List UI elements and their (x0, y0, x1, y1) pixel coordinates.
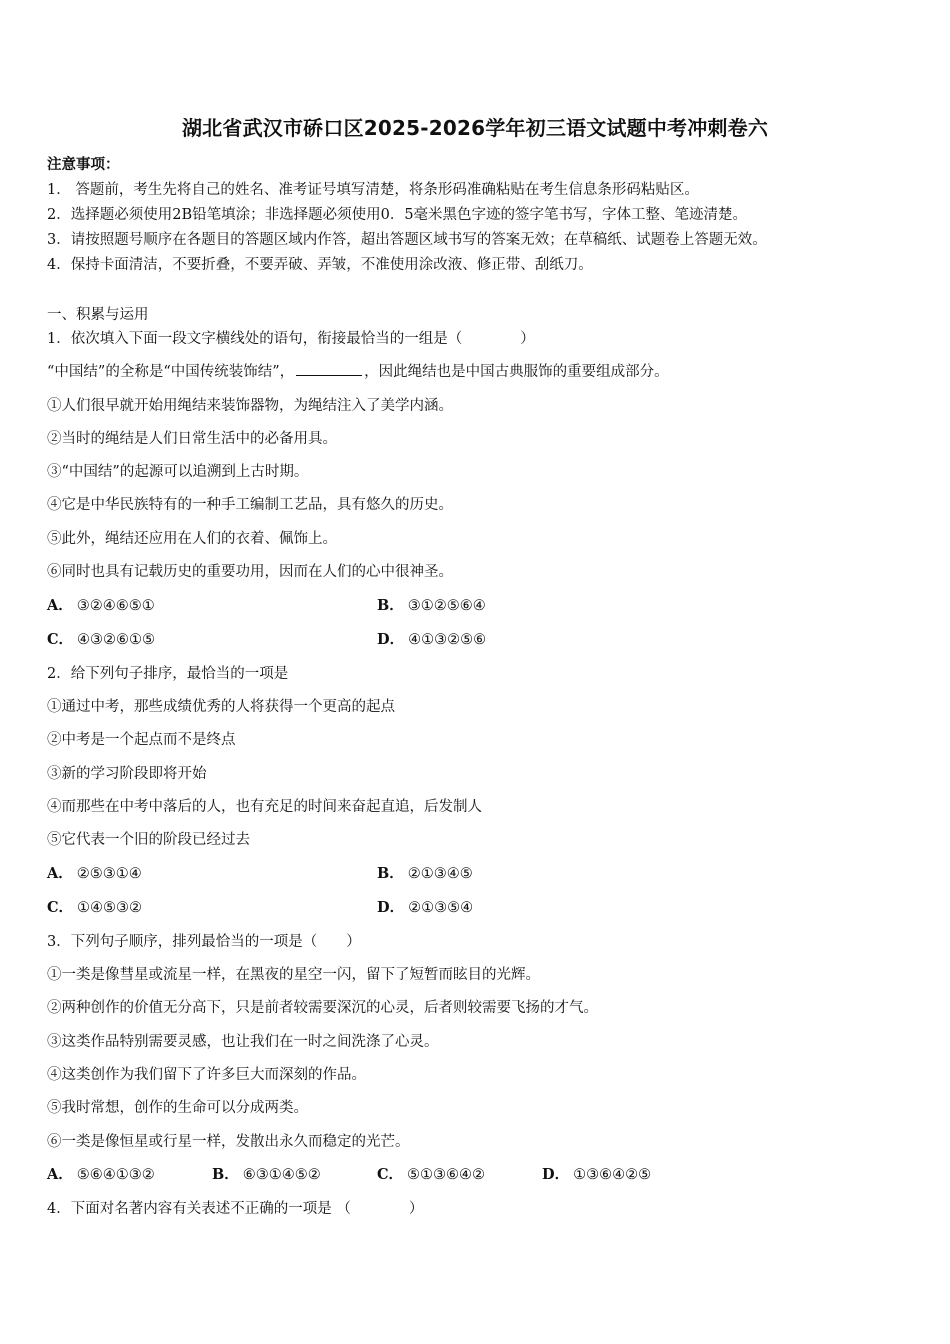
q2-option-d[interactable] (377, 896, 473, 917)
q3-sentence: ④这类创作为我们留下了许多巨大而深刻的作品。 (47, 1067, 366, 1083)
q3-sentence: ②两种创作的价值无分高下，只是前者较需要深沉的心灵，后者则较需要飞扬的才气。 (47, 1000, 598, 1016)
option-text: ⑥③①④⑤② (242, 1167, 321, 1183)
option-label: D． (377, 899, 405, 916)
q2-option-b[interactable] (377, 862, 473, 883)
option-text: ④③②⑥①⑤ (77, 632, 156, 648)
page-title: 湖北省武汉市硚口区2025-2026学年初三语文试题中考冲刺卷六 (181, 116, 769, 140)
option-text: ⑤⑥④①③② (76, 1167, 155, 1183)
q1-stem: 1．依次填入下面一段文字横线处的语句，衔接最恰当的一组是（ ） (47, 331, 535, 347)
q1-option-b[interactable] (377, 594, 486, 615)
q1-passage-after: ，因此绳结也是中国古典服饰的重要组成部分。 (364, 364, 669, 380)
q1-sentence: ④它是中华民族特有的一种手工编制工艺品，具有悠久的历史。 (47, 497, 453, 513)
q1-passage-before: “中国结”的全称是“中国传统装饰结”， (47, 364, 295, 380)
q3-sentence: ①一类是像彗星或流星一样，在黑夜的星空一闪，留下了短暂而眩目的光辉。 (47, 967, 540, 983)
q1-option-a[interactable] (47, 594, 155, 615)
notice-item: 1． 答题前，考生先将自己的姓名、准考证号填写清楚，将条形码准确粘贴在考生信息条形码粘贴区。 (47, 182, 699, 198)
q2-sentence: ②中考是一个起点而不是终点 (47, 732, 236, 748)
q2-option-a[interactable] (47, 862, 142, 883)
option-label: C． (47, 899, 74, 916)
q1-sentence: ⑤此外，绳结还应用在人们的衣着、佩饰上。 (47, 531, 337, 547)
option-text: ②①③⑤④ (408, 900, 474, 916)
q3-option-a[interactable] (47, 1163, 155, 1184)
q3-sentence: ⑤我时常想，创作的生命可以分成两类。 (47, 1100, 308, 1116)
notice-item: 4．保持卡面清洁，不要折叠，不要弄破、弄皱，不准使用涂改液、修正带、刮纸刀。 (47, 257, 593, 273)
option-text: ①④⑤③② (77, 900, 143, 916)
q4-stem: 4．下面对名著内容有关表述不正确的一项是 （ ） (47, 1201, 424, 1217)
option-text: ①③⑥④②⑤ (573, 1167, 652, 1183)
option-label: A． (47, 597, 73, 614)
q1-sentence: ②当时的绳结是人们日常生活中的必备用具。 (47, 431, 337, 447)
q1-sentence: ⑥同时也具有记载历史的重要功用，因而在人们的心中很神圣。 (47, 564, 453, 580)
option-text: ③①②⑤⑥④ (407, 598, 486, 614)
notice-heading: 注意事项： (47, 156, 120, 173)
option-label: C． (377, 1166, 404, 1183)
q1-passage (47, 360, 669, 381)
option-text: ②⑤③①④ (76, 866, 142, 882)
q2-sentence: ①通过中考，那些成绩优秀的人将获得一个更高的起点 (47, 699, 395, 715)
option-text: ③②④⑥⑤① (76, 598, 155, 614)
option-text: ⑤①③⑥④② (407, 1167, 486, 1183)
q1-option-c[interactable] (47, 628, 155, 649)
notice-item: 2．选择题必须使用2B铅笔填涂；非选择题必须使用0．5毫米黑色字迹的签字笔书写，字体工整、笔迹清楚。 (47, 207, 748, 223)
option-label: A． (47, 1166, 73, 1183)
section-heading: 一、积累与运用 (47, 307, 149, 323)
q3-option-c[interactable] (377, 1163, 485, 1184)
option-label: B． (212, 1166, 239, 1183)
option-label: D． (542, 1166, 570, 1183)
q2-sentence: ⑤它代表一个旧的阶段已经过去 (47, 832, 250, 848)
q3-sentence: ⑥一类是像恒星或行星一样，发散出永久而稳定的光芒。 (47, 1134, 410, 1150)
q1-option-d[interactable] (377, 628, 486, 649)
option-label: A． (47, 865, 73, 882)
q1-sentence: ③“中国结”的起源可以追溯到上古时期。 (47, 464, 309, 480)
q2-stem: 2．给下列句子排序，最恰当的一项是 (47, 666, 289, 682)
q3-option-b[interactable] (212, 1163, 321, 1184)
option-label: B． (377, 865, 404, 882)
option-label: B． (377, 597, 404, 614)
q2-sentence: ④而那些在中考中落后的人，也有充足的时间来奋起直追，后发制人 (47, 799, 482, 815)
q2-sentence: ③新的学习阶段即将开始 (47, 766, 207, 782)
q3-sentence: ③这类作品特别需要灵感，也让我们在一时之间洗涤了心灵。 (47, 1034, 439, 1050)
option-label: C． (47, 631, 74, 648)
q1-sentence: ①人们很早就开始用绳结来装饰器物，为绳结注入了美学内涵。 (47, 398, 453, 414)
option-label: D． (377, 631, 405, 648)
q2-option-c[interactable] (47, 896, 142, 917)
fill-blank-line (296, 363, 362, 376)
option-text: ②①③④⑤ (407, 866, 473, 882)
q3-option-d[interactable] (542, 1163, 651, 1184)
q3-stem: 3．下列句子顺序，排列最恰当的一项是（ ） (47, 934, 361, 950)
option-text: ④①③②⑤⑥ (408, 632, 487, 648)
notice-item: 3．请按照题号顺序在各题目的答题区域内作答，超出答题区域书写的答案无效；在草稿纸、试题卷上答题无效。 (47, 232, 767, 248)
